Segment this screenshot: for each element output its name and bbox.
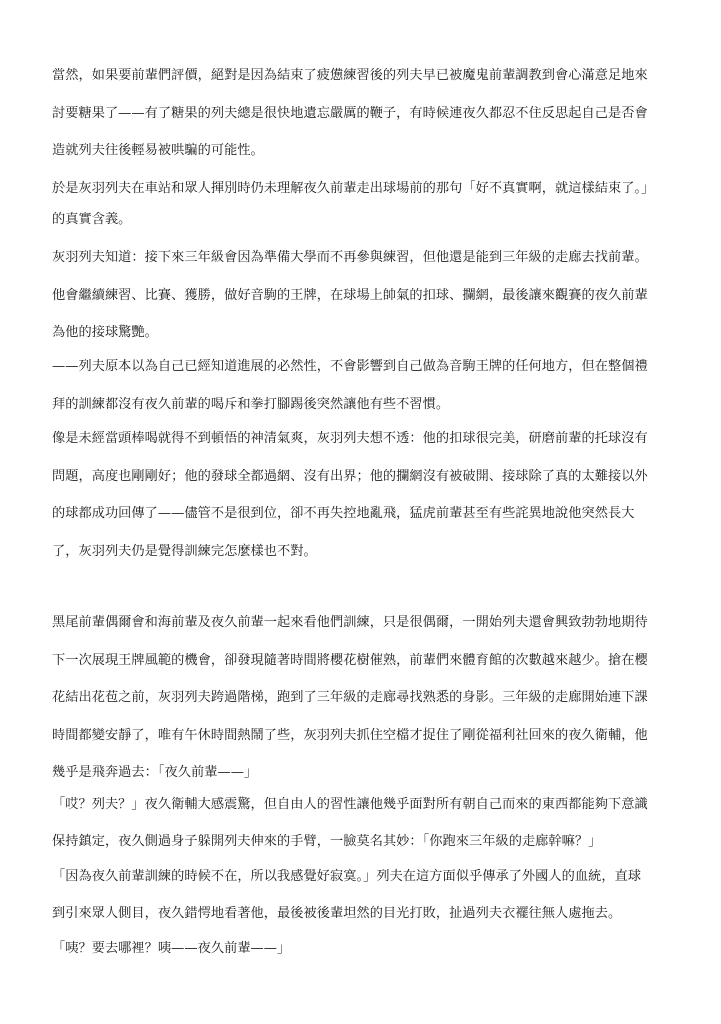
text-line: 當然，如果要前輩們評價，絕對是因為結束了疲憊練習後的列夫早已被魔鬼前輩調教到會心滿意足地來: [52, 68, 648, 83]
text-line: 為他的接球驚艷。: [52, 325, 158, 340]
text-line: 幾乎是飛奔過去：「夜久前輩——」: [52, 765, 258, 780]
text-line: 造就列夫往後輕易被哄騙的可能性。: [52, 143, 264, 158]
text-line: 「因為夜久前輩訓練的時候不在，所以我感覺好寂寞。」列夫在這方面似乎傳承了外國人的血統，直球: [52, 869, 642, 884]
text-line: 了，灰羽列夫仍是覺得訓練完怎麼樣也不對。: [52, 544, 317, 559]
text-line: 到引來眾人側目，夜久錯愕地看著他，最後被後輩坦然的目光打敗，扯過列夫衣襬往無人處拖去。: [52, 906, 622, 921]
text-line: ——列夫原本以為自己已經知道進展的必然性，不會影響到自己做為音駒王牌的任何地方，但在整個禮: [52, 359, 648, 374]
text-line: 下一次展現王牌風範的機會，卻發現隨著時間將櫻花樹催熟，前輩們來體育館的次數越來越少。搶在櫻: [52, 653, 648, 668]
text-line: 保持鎮定，夜久側過身子躲開列夫伸來的手臂，一臉莫名其妙：「你跑來三年級的走廊幹嘛？」: [52, 834, 602, 849]
text-line: 花結出花苞之前，灰羽列夫跨過階梯，跑到了三年級的走廊尋找熟悉的身影。三年級的走廊開始連下課: [52, 690, 648, 705]
text-line: 拜的訓練都沒有夜久前輩的喝斥和拳打腳踢後突然讓他有些不習慣。: [52, 397, 450, 412]
text-line: 時間都變安靜了，唯有午休時間熱鬧了些，灰羽列夫抓住空檔才捉住了剛從福利社回來的夜久衛輔，他: [52, 728, 648, 743]
text-line: 像是未經當頭棒喝就得不到頓悟的神清氣爽，灰羽列夫想不透：他的扣球很完美，研磨前輩的托球沒有: [52, 431, 648, 446]
text-line: 的球都成功回傳了——儘管不是很到位，卻不再失控地亂飛，猛虎前輩甚至有些詫異地說他突然長大: [52, 506, 635, 521]
text-line: 問題，高度也剛剛好；他的發球全都過網、沒有出界；他的攔網沒有被破開、接球除了真的太難接以外: [52, 469, 648, 484]
text-line: 黑尾前輩偶爾會和海前輩及夜久前輩一起來看他們訓練，只是很偶爾，一開始列夫還會興致勃勃地期待: [52, 615, 648, 630]
text-line: 「咦？要去哪裡？咦——夜久前輩——」: [52, 941, 291, 956]
text-line: 的真實含義。: [52, 212, 132, 227]
text-line: 灰羽列夫知道：接下來三年級會因為準備大學而不再參與練習，但他還是能到三年級的走廊去找前輩。: [52, 250, 648, 265]
text-line: 討要糖果了——有了糖果的列夫總是很快地遺忘嚴厲的鞭子，有時候連夜久都忍不住反思起自己是否會: [52, 106, 648, 121]
text-line: 於是灰羽列夫在車站和眾人揮別時仍未理解夜久前輩走出球場前的那句「好不真實啊，就這樣結束了。」: [52, 181, 655, 196]
text-line: 「哎？列夫？」夜久衛輔大感震驚，但自由人的習性讓他幾乎面對所有朝自己而來的東西都能夠下意識: [52, 797, 648, 812]
text-line: 他會繼續練習、比賽、獲勝，做好音駒的王牌，在球場上帥氣的扣球、攔網，最後讓來觀賽的夜久前輩: [52, 288, 648, 303]
